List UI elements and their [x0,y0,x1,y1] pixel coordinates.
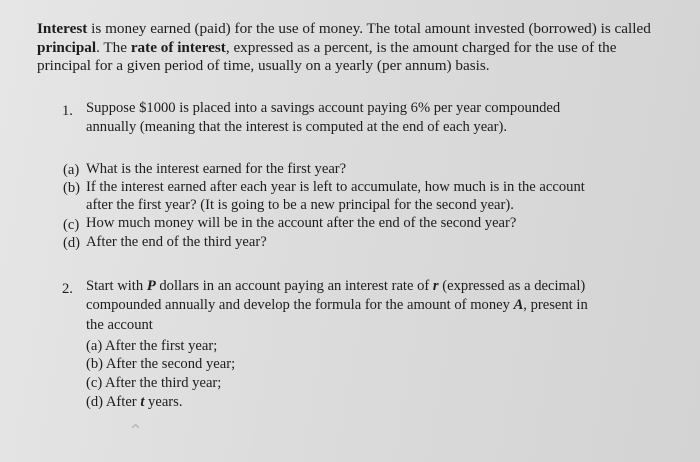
variable-t: t [140,394,145,410]
problem-1-line-2: annually (meaning that the interest is computed at the end of each year). [86,119,508,135]
problem-1d-text: After the end of the third year? [86,234,267,250]
problem-1d-label: (d) [63,235,81,251]
problem-1c-label: (c) [63,217,80,233]
problem-2-line-3: the account [86,317,153,333]
pencil-mark: ⌃ [128,421,144,441]
problem-2-line-2: compounded annually and develop the formula for the amount of money A, present in [86,297,588,313]
term-rate-of-interest: rate of interest [130,38,226,56]
problem-1-number: 1. [62,103,73,119]
problem-1b-text-1: If the interest earned after each year is left to accumulate, how much is in the account [86,179,585,195]
problem-2c: (c) After the third year; [86,375,222,391]
problem-2b: (b) After the second year; [86,356,236,372]
problem-1-line-1: Suppose $1000 is placed into a savings account paying 6% per year compounded [86,100,561,116]
term-principal: principal [37,38,97,56]
problem-2d: (d) After t years. [86,394,183,410]
problem-1c-text: How much money will be in the account after the end of the second year? [86,215,517,231]
variable-r: r [432,278,439,294]
intro-paragraph: Interest is money earned (paid) for the use of money. The total amount invested (borrowed) is called principal. The rate of interest, expressed as a percent, is the amount charged for the use of the principal for a given period of time, usually on a yearly (per annum) basis. [37,20,651,74]
term-interest: Interest [37,20,88,37]
variable-a: A [513,297,524,313]
problem-1a-label: (a) [63,162,80,178]
problem-2-number: 2. [62,281,73,297]
variable-p: P [146,278,156,294]
problem-1a-text: What is the interest earned for the first year? [86,161,347,177]
problem-2a: (a) After the first year; [86,338,218,354]
problem-2-line-1: Start with P dollars in an account paying an interest rate of r (expressed as a decimal) [86,278,586,294]
problem-1b-label: (b) [63,180,81,196]
problem-1b-text-2: after the first year? (It is going to be a new principal for the second year). [86,197,514,213]
